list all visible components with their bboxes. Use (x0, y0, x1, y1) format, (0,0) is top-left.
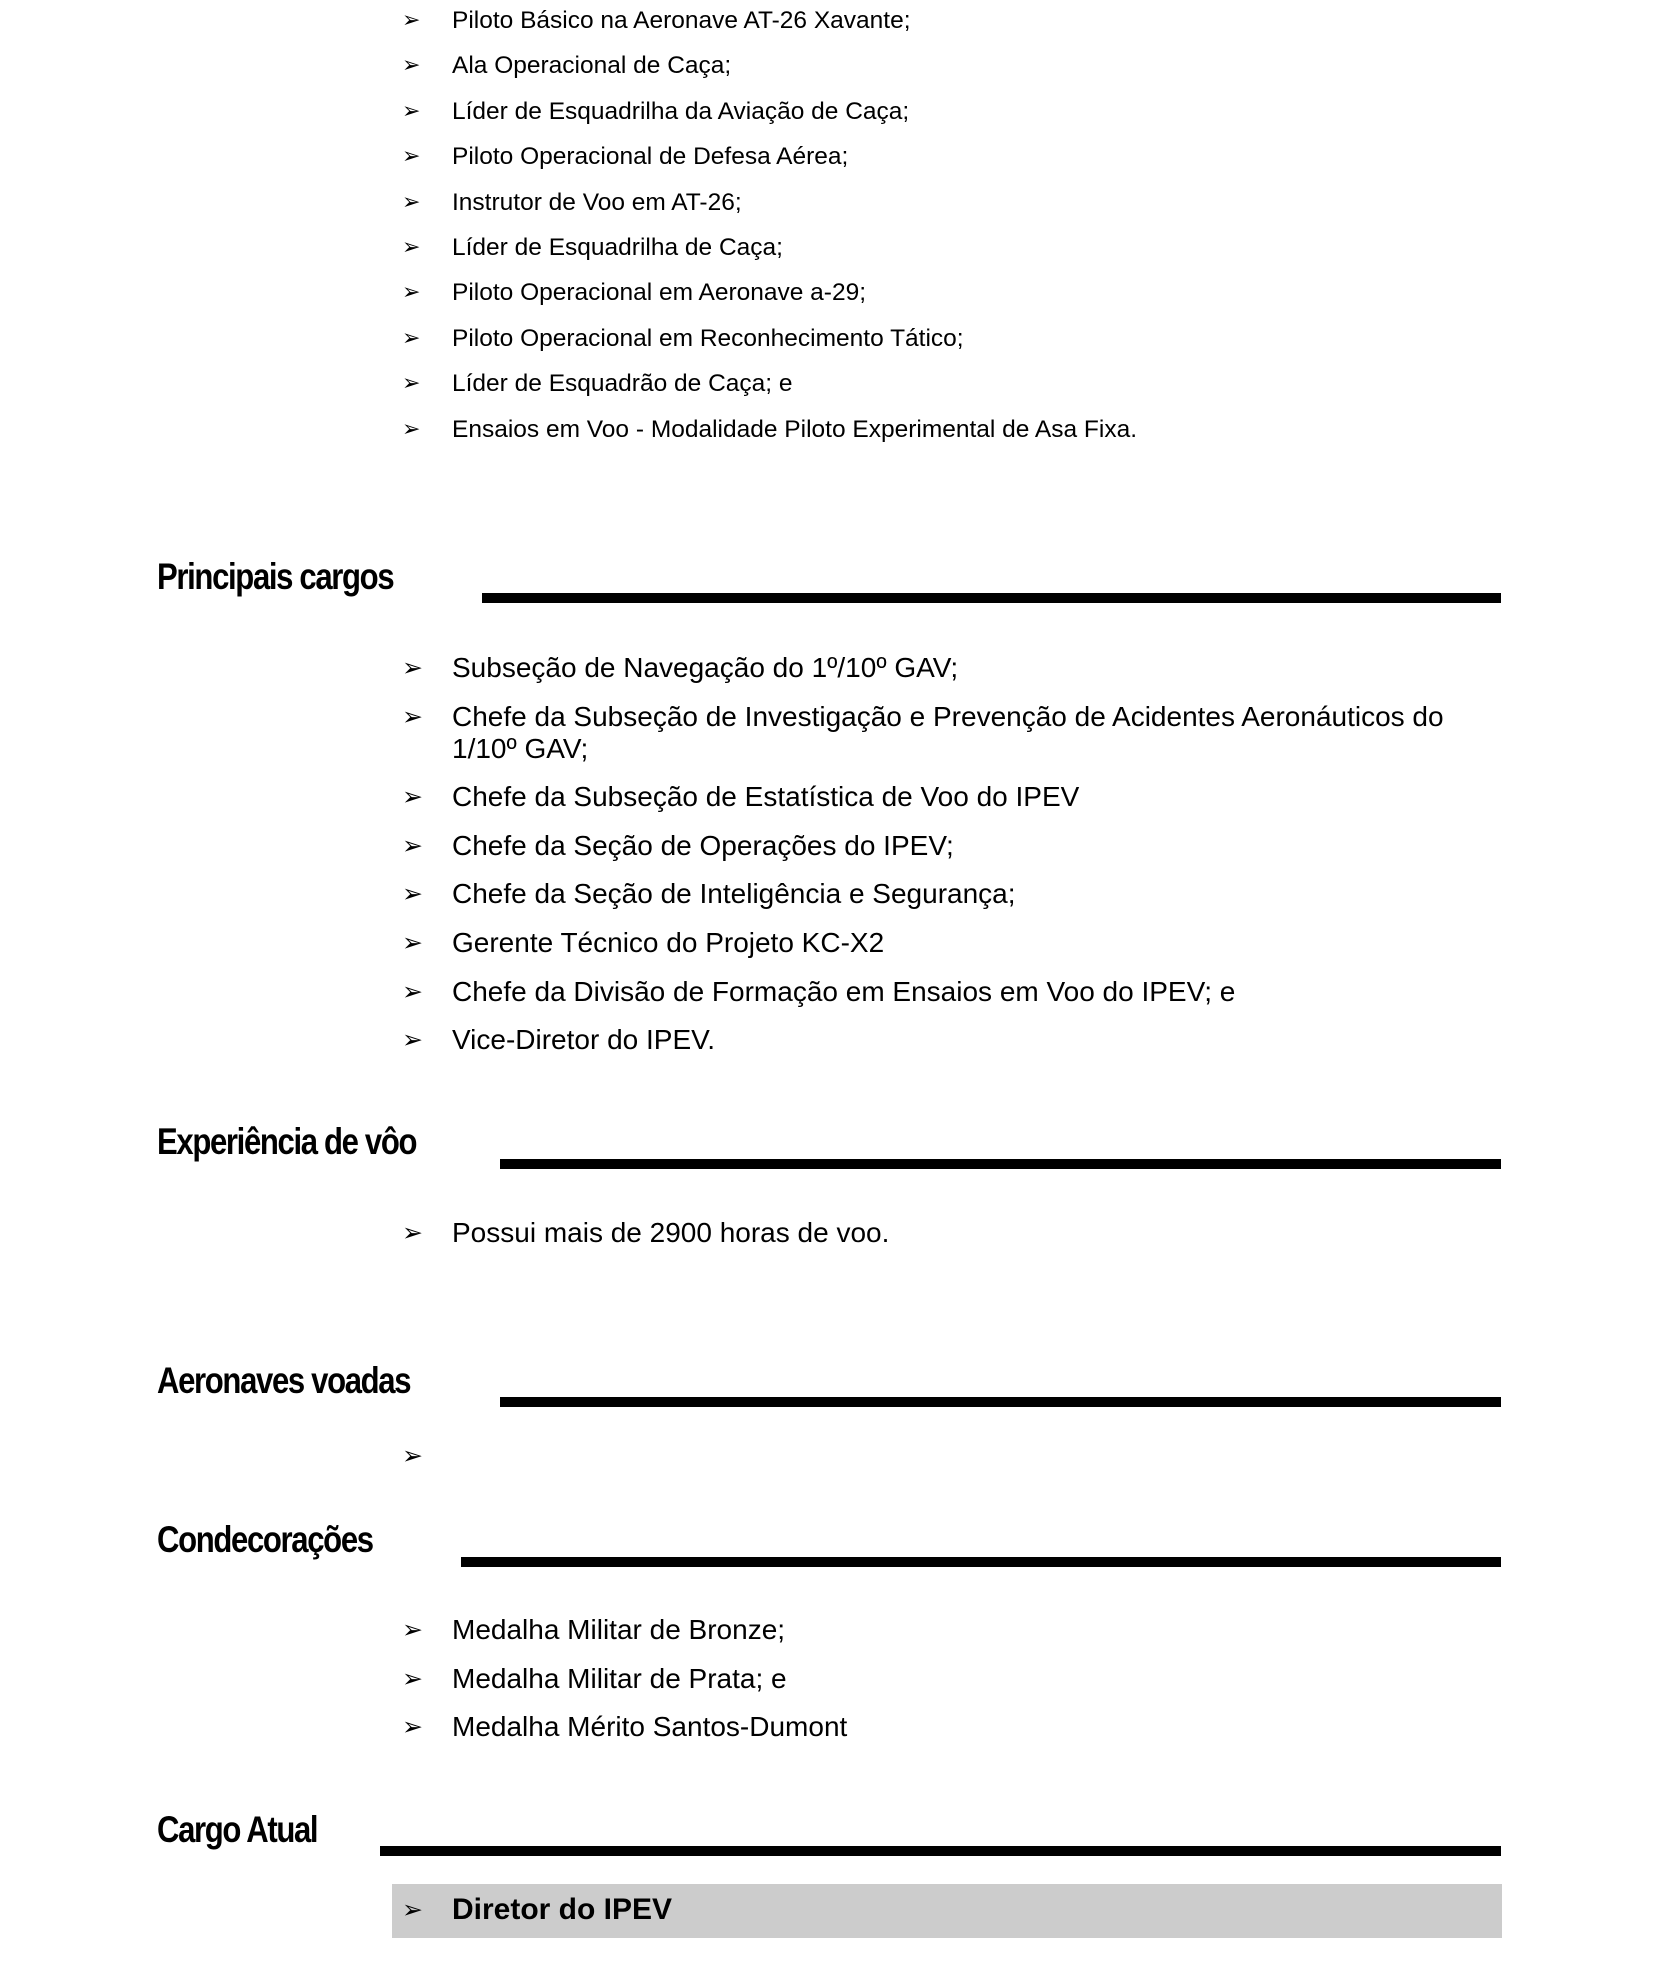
section-heading-principais-cargos: Principais cargos (157, 556, 394, 597)
bullet-arrow-icon: ➢ (402, 280, 421, 306)
list-item (0, 1711, 1659, 1743)
list-item (0, 367, 1659, 412)
bullet-arrow-icon: ➢ (402, 879, 423, 909)
list-item (0, 1440, 1659, 1472)
section-rule (461, 1557, 1501, 1567)
bullet-arrow-icon: ➢ (402, 927, 423, 957)
bullet-arrow-icon: ➢ (402, 782, 423, 812)
section-heading-experiencia: Experiência de vôo (157, 1121, 417, 1162)
list-item-text: Piloto Operacional em Reconhecimento Tático; (452, 324, 964, 352)
courses-list (0, 4, 1659, 458)
list-item (0, 186, 1659, 231)
bullet-arrow-icon: ➢ (402, 653, 423, 682)
list-item-text: Chefe da Divisão de Formação em Ensaios em Voo do IPEV; e (452, 975, 1236, 1007)
bullet-arrow-icon: ➢ (402, 416, 421, 442)
section-heading-aeronaves: Aeronaves voadas (157, 1360, 411, 1401)
list-item-text: Chefe da Seção de Operações do IPEV; (452, 829, 954, 861)
bullet-arrow-icon: ➢ (402, 8, 421, 33)
bullet-arrow-icon: ➢ (402, 1441, 423, 1470)
bullet-arrow-icon: ➢ (402, 1895, 423, 1924)
list-item-text: Ala Operacional de Caça; (452, 52, 732, 80)
list-item (0, 976, 1659, 1008)
bullet-arrow-icon: ➢ (402, 830, 423, 860)
list-item (0, 1217, 1659, 1249)
list-item (0, 140, 1659, 185)
list-item (0, 927, 1659, 959)
positions-list (0, 652, 1659, 1073)
list-item (0, 413, 1659, 458)
list-item (0, 4, 1659, 49)
list-item-text: Piloto Operacional em Aeronave a-29; (452, 279, 867, 307)
list-item (0, 701, 1659, 765)
bullet-arrow-icon: ➢ (402, 1025, 423, 1055)
section-rule (482, 593, 1501, 603)
section-rule (380, 1846, 1501, 1856)
list-item (0, 1614, 1659, 1646)
list-item (0, 781, 1659, 813)
list-item (0, 49, 1659, 94)
list-item (0, 830, 1659, 862)
bullet-arrow-icon: ➢ (402, 976, 423, 1006)
list-item-text: Líder de Esquadrilha de Caça; (452, 233, 783, 261)
list-item-text: Medalha Militar de Bronze; (452, 1614, 786, 1645)
list-item-text: Chefe da Seção de Inteligência e Segurança; (452, 878, 1016, 910)
bullet-arrow-icon: ➢ (402, 371, 421, 397)
section-heading-cargo-atual: Cargo Atual (157, 1809, 318, 1850)
bullet-arrow-icon: ➢ (402, 98, 421, 124)
list-item-text: Medalha Militar de Prata; e (452, 1662, 787, 1694)
list-item-text: Subseção de Navegação do 1º/10º GAV; (452, 652, 959, 683)
current-position-value: Diretor do IPEV (452, 1893, 673, 1926)
bullet-arrow-icon: ➢ (402, 701, 423, 731)
list-item-text: Líder de Esquadrão de Caça; e (452, 370, 793, 398)
list-item (0, 878, 1659, 910)
list-item-text: Ensaios em Voo - Modalidade Piloto Experimental de Asa Fixa. (452, 415, 1138, 443)
bullet-arrow-icon: ➢ (402, 1712, 423, 1742)
aircraft-list (0, 1440, 1659, 1489)
section-rule (500, 1397, 1501, 1407)
list-item (0, 231, 1659, 276)
list-item-text: Instrutor de Voo em AT-26; (452, 188, 742, 216)
list-item-text: Vice-Diretor do IPEV. (452, 1024, 716, 1056)
bullet-arrow-icon: ➢ (402, 234, 421, 260)
current-position-box (392, 1884, 1502, 1938)
list-item (0, 1663, 1659, 1695)
list-item (0, 95, 1659, 140)
list-item (0, 1024, 1659, 1056)
bullet-arrow-icon: ➢ (402, 325, 421, 351)
section-rule (500, 1159, 1501, 1169)
decorations-list (0, 1614, 1659, 1760)
section-heading-condecoracoes: Condecorações (157, 1519, 373, 1560)
list-item-text: Chefe da Subseção de Investigação e Prevenção de Acidentes Aeronáuticos do 1/10º GAV; (452, 700, 1444, 764)
list-item (0, 276, 1659, 321)
bullet-arrow-icon: ➢ (402, 1218, 423, 1247)
list-item (0, 322, 1659, 367)
list-item-text: Medalha Mérito Santos-Dumont (452, 1711, 848, 1743)
list-item-text: Chefe da Subseção de Estatística de Voo do IPEV (452, 781, 1080, 813)
bullet-arrow-icon: ➢ (402, 144, 421, 170)
bullet-arrow-icon: ➢ (402, 53, 421, 79)
bullet-arrow-icon: ➢ (402, 1615, 423, 1644)
list-item-text: Gerente Técnico do Projeto KC-X2 (452, 926, 885, 958)
flight-experience-list (0, 1217, 1659, 1266)
list-item-text: Líder de Esquadrilha da Aviação de Caça; (452, 97, 910, 125)
bullet-arrow-icon: ➢ (402, 1663, 423, 1693)
list-item (0, 652, 1659, 684)
list-item-text: Possui mais de 2900 horas de voo. (452, 1217, 890, 1248)
list-item-text: Piloto Básico na Aeronave AT-26 Xavante; (452, 7, 911, 34)
list-item-text: Piloto Operacional de Defesa Aérea; (452, 143, 849, 171)
bullet-arrow-icon: ➢ (402, 189, 421, 215)
